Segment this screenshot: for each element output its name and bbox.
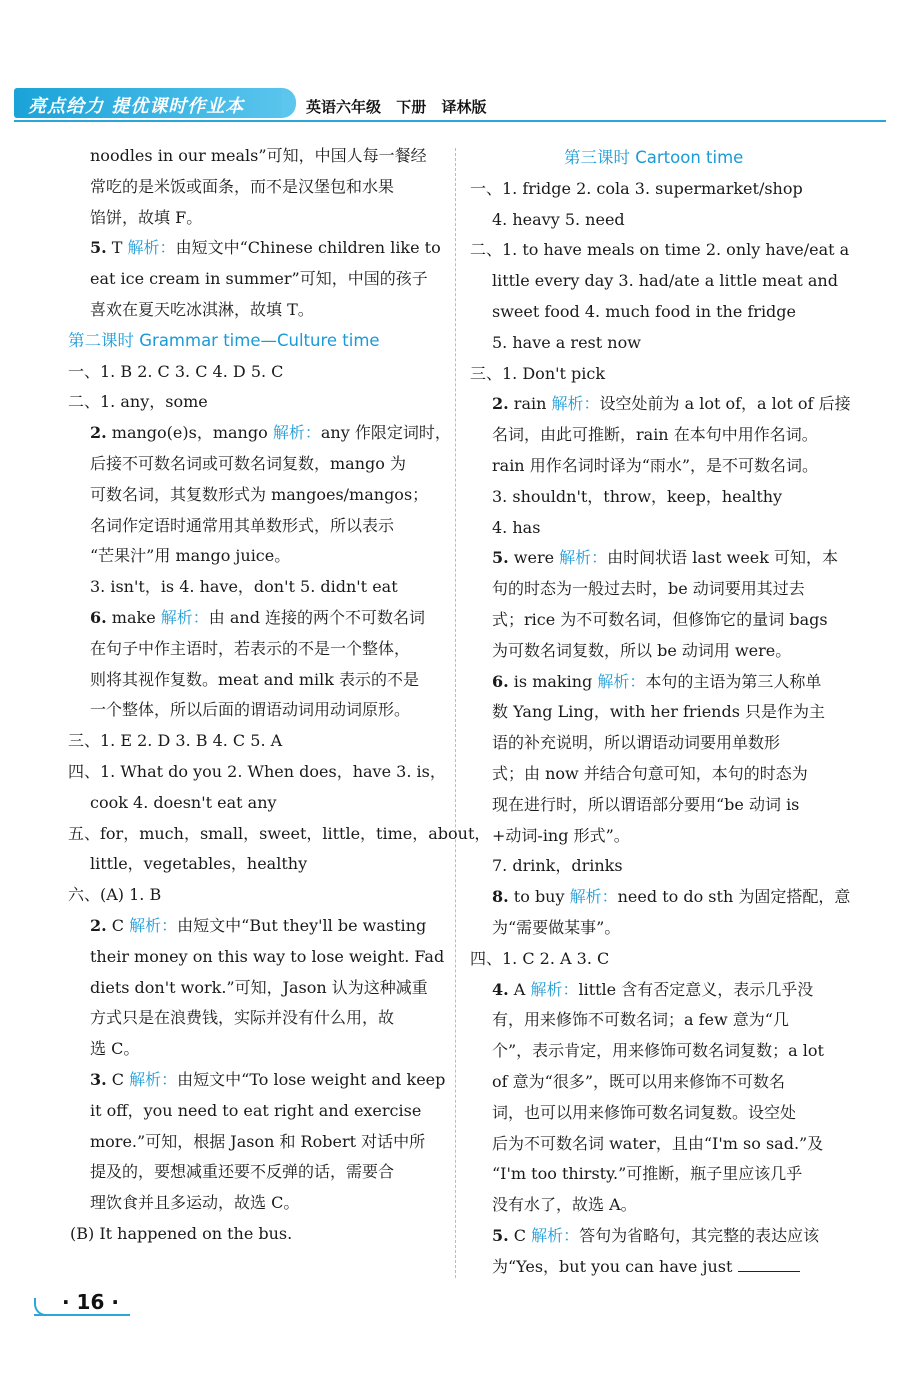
line-text: 馅饼，故填 F。 [90, 207, 203, 227]
answer-line [470, 1036, 870, 1067]
answer-line [68, 141, 440, 172]
line-text: of 意为“很多”，既可以用来修饰不可数名 [492, 1071, 786, 1091]
line-text: 喜欢在夏天吃冰淇淋，故填 T。 [90, 299, 314, 319]
line-text: diets don't work.”可知，Jason 认为这种减重 [90, 977, 428, 997]
line-text: 提及的，要想减重还要不反弹的话，需要合 [90, 1162, 395, 1182]
line-text: 设空处前为 a lot of，a lot of 后接 [599, 394, 851, 414]
answer-line [470, 759, 870, 790]
answer-line [68, 541, 440, 572]
answer-line [470, 574, 870, 605]
line-text: 式；由 now 并结合句意可知，本句的时态为 [492, 763, 808, 783]
line-text: 有，用来修饰不可数名词；a few 意为“几 [492, 1010, 789, 1030]
answer-line [68, 665, 440, 696]
answer-line [68, 357, 440, 388]
answer-line [68, 387, 440, 418]
answer-line [68, 418, 451, 449]
line-text: cook 4. doesn't eat any [90, 792, 277, 812]
line-text: 4. heavy 5. need [492, 209, 625, 229]
line-text: little 含有否定意义，表示几乎没 [578, 979, 814, 999]
series-title: 亮点给力 提优课时作业本 [28, 96, 245, 117]
answer-line [470, 821, 870, 852]
answer-text: were [508, 548, 560, 568]
item-number: 3. [90, 1069, 107, 1089]
analysis-label: 解析： [597, 671, 646, 691]
answer-text: rain [508, 394, 552, 414]
line-text: 五、for，much，small，sweet，little，time，about， [68, 823, 491, 843]
answer-line [68, 726, 440, 757]
line-text: 数 Yang Ling，with her friends 只是作为主 [492, 702, 826, 722]
line-text: little，vegetables，healthy [90, 854, 308, 874]
analysis-label: 解析： [160, 607, 209, 627]
line-text: 答句为省略句，其完整的表达应该 [579, 1225, 820, 1245]
answer-line [68, 1003, 440, 1034]
line-text: 由短文中“Chinese children like to [175, 238, 441, 258]
answer-line [68, 911, 440, 942]
answer-line [470, 605, 870, 636]
answer-line [470, 451, 870, 482]
line-text: more.”可知，根据 Jason 和 Robert 对话中所 [90, 1131, 426, 1151]
answer-line [470, 143, 870, 174]
line-text: “I'm too thirsty.”可推断，瓶子里应该几乎 [492, 1164, 803, 1184]
answer-line [68, 572, 440, 603]
answer-line [470, 1252, 870, 1283]
answer-line [68, 849, 440, 880]
page-number: · 16 · [62, 1290, 119, 1314]
answer-line [68, 203, 440, 234]
answer-line [68, 1096, 440, 1127]
line-text: 六、(A) 1. B [68, 885, 162, 905]
line-text: 本句的主语为第三人称单 [645, 671, 822, 691]
answer-line [470, 328, 870, 359]
line-text: 语的补充说明，所以谓语动词要用单数形 [492, 733, 781, 753]
line-text: sweet food 4. much food in the fridge [492, 301, 797, 321]
answer-text: mango(e)s，mango [106, 423, 273, 443]
answer-line [68, 1065, 446, 1096]
line-text: 个”，表示肯定，用来修饰可数名词复数；a lot [492, 1041, 824, 1061]
line-text: 在句子中作主语时，若表示的不是一个整体， [90, 638, 411, 658]
item-number: 2. [492, 394, 509, 414]
answer-line [470, 944, 870, 975]
answer-line [68, 788, 440, 819]
header-banner-arrow [282, 88, 296, 118]
answer-line [68, 819, 491, 850]
line-text: 四、1. What do you 2. When does，have 3. is， [68, 761, 446, 781]
answer-text: to buy [508, 887, 570, 907]
answer-line [470, 513, 870, 544]
line-text: it off，you need to eat right and exercise [90, 1100, 422, 1120]
answer-line [68, 511, 440, 542]
analysis-label: 解析： [127, 238, 176, 258]
line-text: 为可数名词复数，所以 be 动词用 were。 [492, 640, 792, 660]
answer-line [68, 1034, 440, 1065]
answer-line [68, 1188, 440, 1219]
answer-line [470, 728, 870, 759]
line-text: “芒果汁”用 mango juice。 [90, 546, 291, 566]
answer-line [470, 667, 870, 698]
analysis-label: 解析： [531, 1225, 580, 1245]
analysis-label: 解析： [272, 423, 321, 443]
line-text: 一个整体，所以后面的谓语动词用动词原形。 [90, 700, 411, 720]
answer-line [470, 359, 870, 390]
line-text: 理饮食并且多运动，故选 C。 [90, 1193, 300, 1213]
answer-text: C [106, 915, 130, 935]
answer-line [470, 1159, 870, 1190]
item-number: 4. [492, 979, 509, 999]
answer-text: A [508, 979, 531, 999]
answer-line [470, 913, 870, 944]
answer-line [470, 389, 870, 420]
line-text: need to do sth 为固定搭配，意 [617, 887, 851, 907]
answer-line [470, 543, 870, 574]
line-text: 选 C。 [90, 1039, 140, 1059]
line-text: 二、1. to have meals on time 2. only have/eat a [470, 240, 850, 260]
line-text: noodles in our meals”可知，中国人每一餐经 [90, 146, 427, 165]
answer-line [470, 1098, 870, 1129]
answer-line [470, 266, 870, 297]
section-heading: 第三课时 Cartoon time [564, 148, 744, 167]
answer-text: is making [508, 671, 598, 691]
left-column [68, 141, 491, 1250]
item-number: 2. [90, 423, 107, 443]
answer-line [470, 1067, 870, 1098]
line-text: eat ice cream in summer”可知，中国的孩子 [90, 269, 428, 289]
line-text: 四、1. C 2. A 3. C [470, 948, 610, 968]
line-text: 可数名词，其复数形式为 mangoes/mangos； [90, 484, 429, 504]
answer-line [470, 1005, 870, 1036]
section-heading: 第二课时 Grammar time—Culture time [68, 330, 380, 350]
line-text: 3. isn't，is 4. have，don't 5. didn't eat [90, 577, 398, 597]
answer-line [68, 973, 440, 1004]
answer-line [68, 295, 440, 326]
item-number: 2. [90, 915, 107, 935]
answer-line [470, 297, 870, 328]
line-text: 由 and 连接的两个不可数名词 [208, 607, 426, 627]
line-text: 后为不可数名词 water，且由“I'm so sad.”及 [492, 1133, 824, 1153]
answer-text: make [106, 607, 161, 627]
answer-line [68, 326, 440, 357]
answer-line [68, 757, 446, 788]
answer-line [470, 1221, 870, 1252]
line-text: 名词，由此可推断，rain 在本句中用作名词。 [492, 425, 818, 445]
line-text: 式；rice 为不可数名词，但修饰它的量词 bags [492, 609, 828, 629]
line-text: 二、1. any，some [68, 392, 208, 412]
line-text: 则将其视作复数。meat and milk 表示的不是 [90, 669, 420, 689]
answer-text: C [508, 1225, 532, 1245]
answer-line [470, 235, 870, 266]
answer-line [470, 851, 870, 882]
answer-line [68, 603, 440, 634]
item-number: 5. [492, 1225, 509, 1245]
analysis-label: 解析： [129, 1069, 178, 1089]
answer-line [470, 205, 870, 236]
line-text: 后接不可数名词或可数名词复数，mango 为 [90, 453, 406, 473]
line-text: +动词-ing 形式”。 [492, 825, 630, 845]
line-text: 由短文中“To lose weight and keep [177, 1069, 446, 1089]
line-text: 一、1. B 2. C 3. C 4. D 5. C [68, 361, 284, 381]
right-column [470, 143, 870, 1282]
line-text: 4. has [492, 517, 541, 537]
line-text: 为“Yes，but you can have just [492, 1256, 733, 1276]
line-text: any 作限定词时， [320, 423, 451, 443]
answer-line [68, 1219, 440, 1250]
answer-line [68, 233, 440, 264]
answer-line [470, 1190, 870, 1221]
line-text: their money on this way to lose weight. Fad [90, 946, 445, 966]
item-number: 5. [492, 548, 509, 568]
answer-text: C [106, 1069, 130, 1089]
footer-rule [34, 1314, 130, 1316]
item-number: 6. [90, 607, 107, 627]
line-text: 由短文中“But they'll be wasting [177, 915, 427, 935]
analysis-label: 解析： [551, 394, 600, 414]
line-text: 由时间状语 last week 可知，本 [607, 548, 839, 568]
answer-line [68, 264, 440, 295]
line-text: 现在进行时，所以谓语部分要用“be 动词 is [492, 794, 800, 814]
answer-blank [738, 1257, 800, 1272]
book-subject: 英语六年级 下册 译林版 [306, 98, 487, 116]
line-text: 三、1. Don't pick [470, 363, 606, 383]
line-text: 没有水了，故选 A。 [492, 1195, 637, 1215]
answer-line [470, 882, 870, 913]
answer-line [68, 880, 440, 911]
line-text: 方式只是在浪费钱，实际并没有什么用，故 [90, 1008, 395, 1028]
answer-line [68, 695, 440, 726]
answer-line [68, 634, 440, 665]
line-text: 三、1. E 2. D 3. B 4. C 5. A [68, 731, 283, 751]
answer-text: T [106, 238, 128, 258]
answer-line [68, 1127, 440, 1158]
answer-line [68, 942, 445, 973]
answer-line [470, 636, 870, 667]
line-text: 一、1. fridge 2. cola 3. supermarket/shop [470, 178, 803, 198]
analysis-label: 解析： [559, 548, 608, 568]
analysis-label: 解析： [530, 979, 579, 999]
line-text: (B) It happened on the bus. [70, 1223, 293, 1243]
analysis-label: 解析： [129, 915, 178, 935]
answer-line [470, 975, 870, 1006]
answer-line [470, 1129, 870, 1160]
line-text: 句的时态为一般过去时，be 动词要用其过去 [492, 579, 805, 599]
answer-line [470, 174, 870, 205]
line-text: 7. drink，drinks [492, 856, 623, 876]
answer-line [68, 449, 440, 480]
item-number: 8. [492, 887, 509, 907]
line-text: 常吃的是米饭或面条，而不是汉堡包和水果 [90, 176, 395, 196]
item-number: 6. [492, 671, 509, 691]
answer-line [470, 482, 870, 513]
analysis-label: 解析： [569, 887, 618, 907]
item-number: 5. [90, 238, 107, 258]
answer-line [470, 697, 870, 728]
line-text: 词，也可以用来修饰可数名词复数。设空处 [492, 1102, 797, 1122]
answer-line [470, 790, 870, 821]
answer-line [68, 480, 440, 511]
line-text: rain 用作名词时译为“雨水”，是不可数名词。 [492, 455, 819, 475]
answer-line [68, 1157, 440, 1188]
line-text: 为“需要做某事”。 [492, 917, 621, 937]
column-divider [455, 148, 456, 1278]
answer-line [68, 172, 440, 203]
header-rule [14, 120, 886, 122]
line-text: 5. have a rest now [492, 332, 641, 352]
line-text: 名词作定语时通常用其单数形式，所以表示 [90, 515, 395, 535]
line-text: little every day 3. had/ate a little meat and [492, 271, 838, 291]
line-text: 3. shouldn't，throw，keep，healthy [492, 486, 783, 506]
answer-line [470, 420, 870, 451]
